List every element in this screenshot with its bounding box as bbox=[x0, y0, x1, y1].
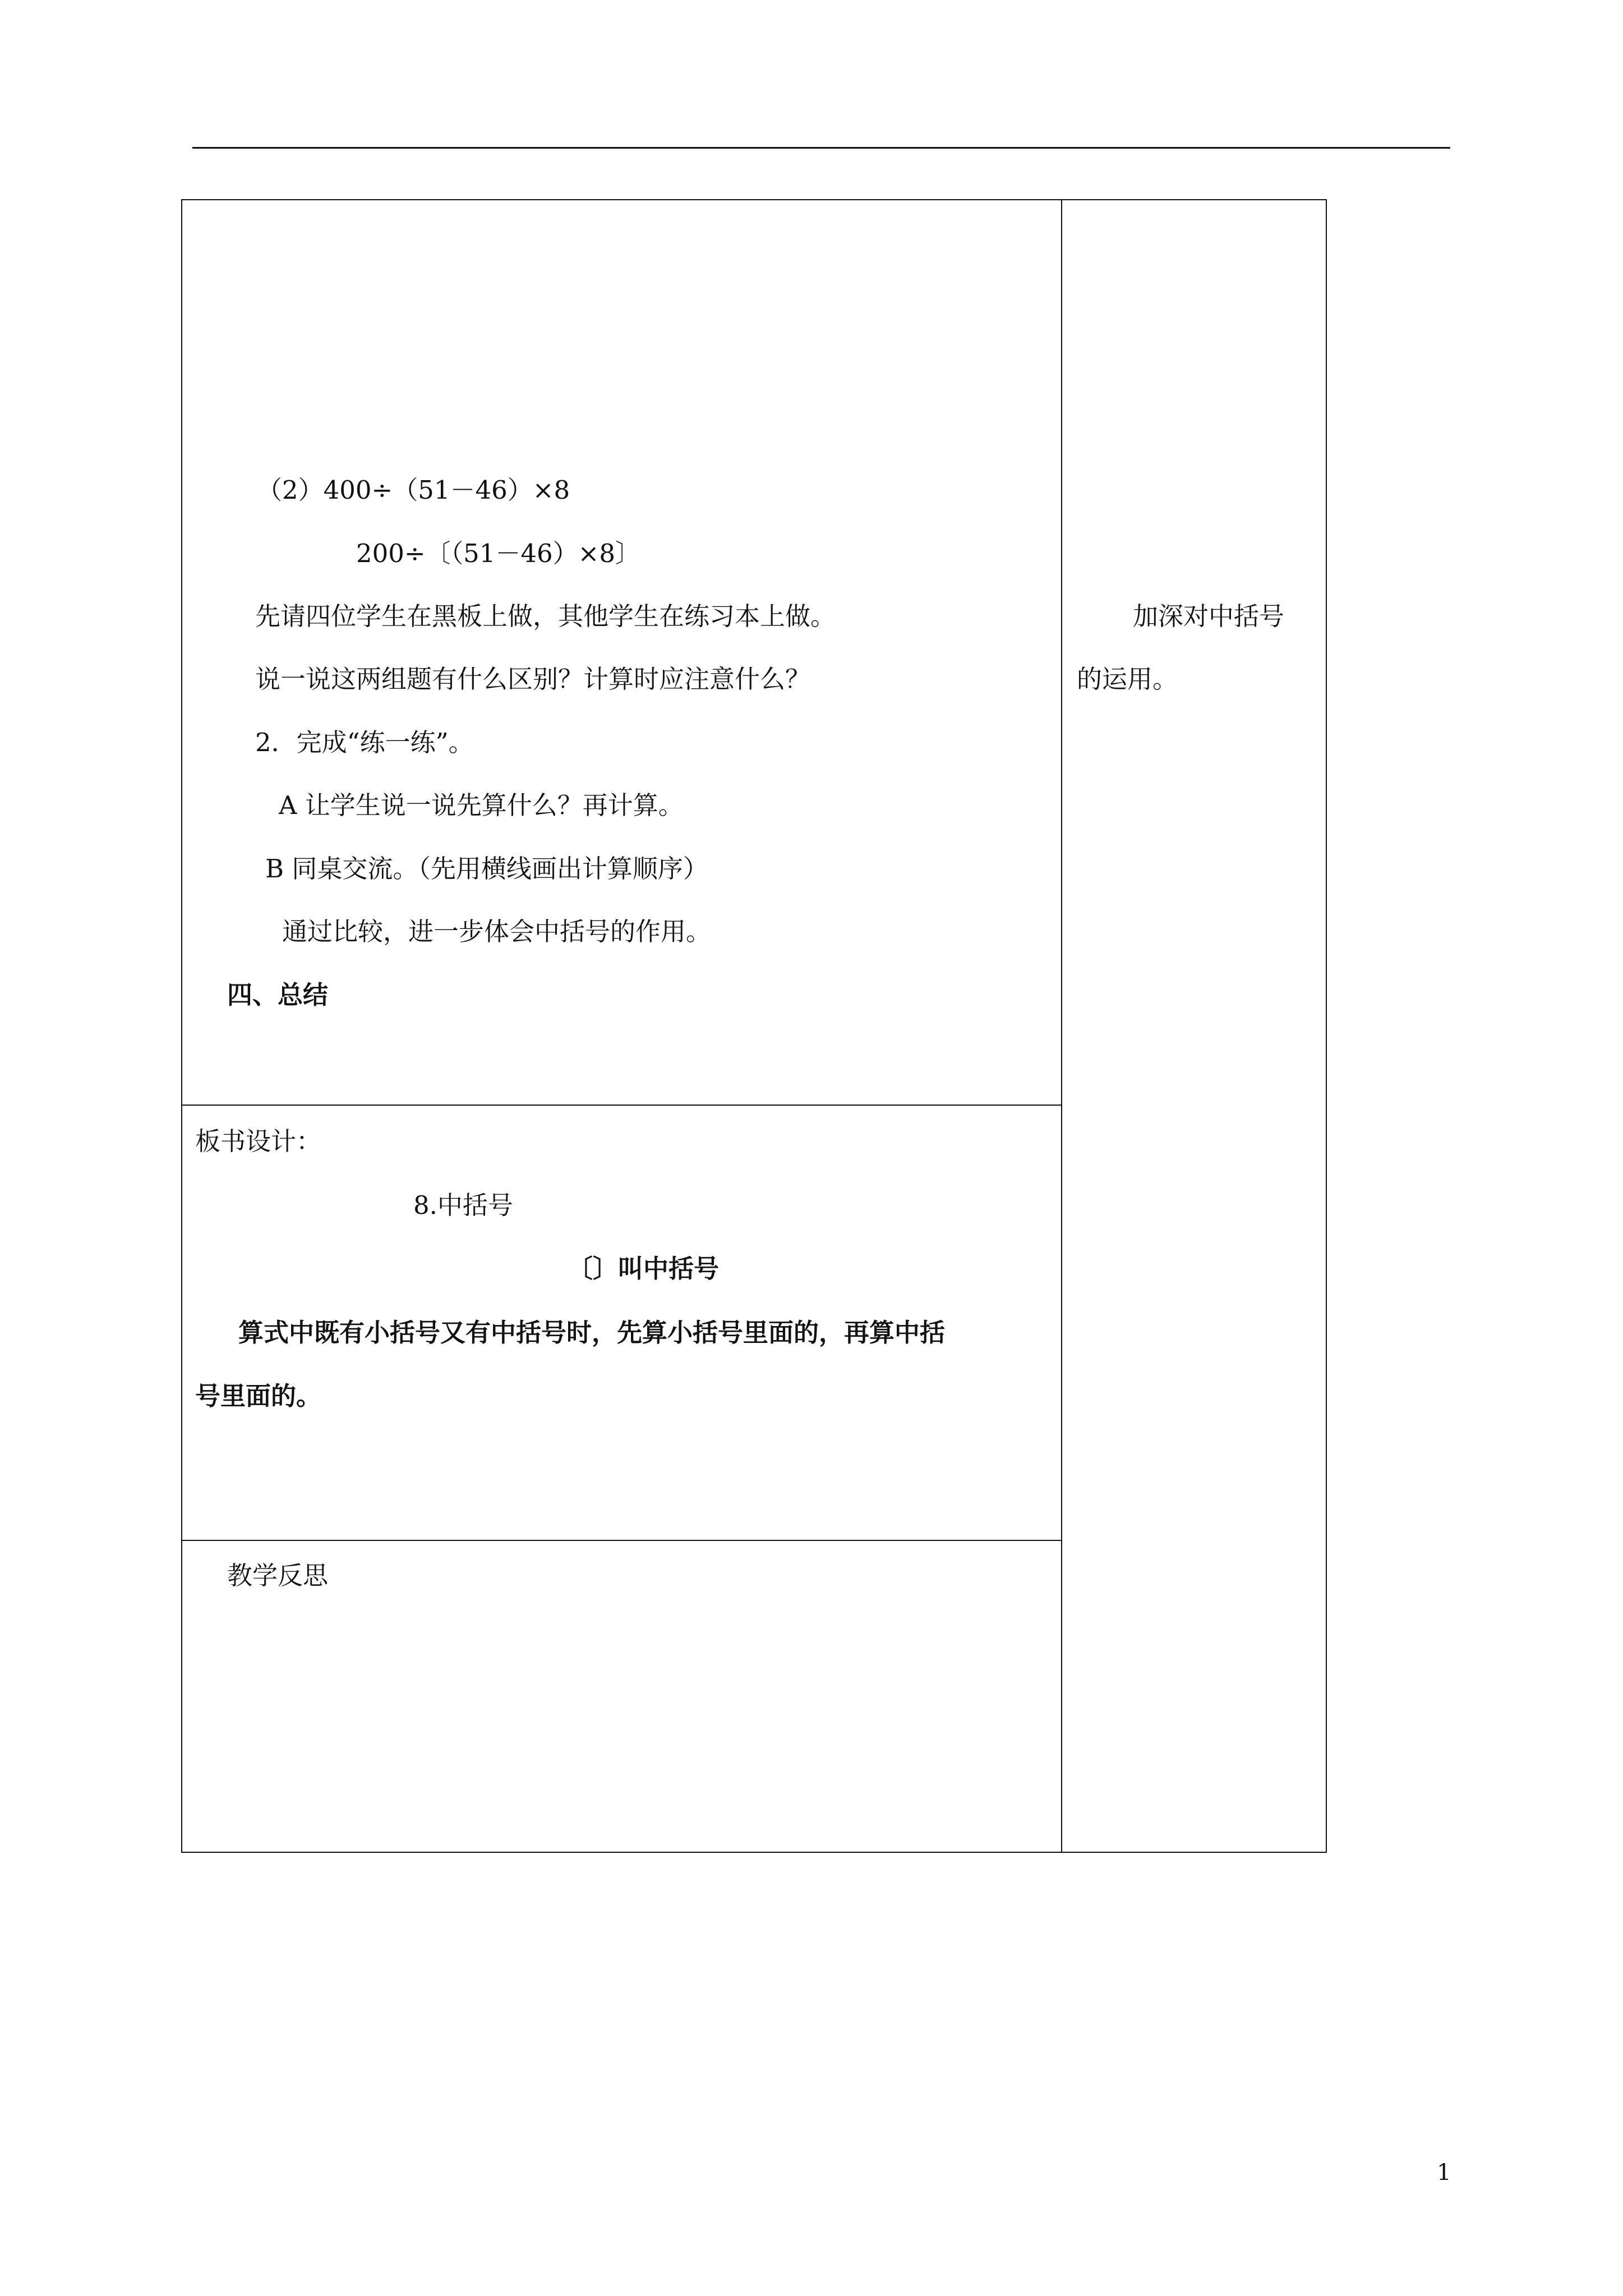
page-number: 1 bbox=[1437, 2160, 1451, 2185]
task-step-b: B 同桌交流。（先用横线画出计算顺序） bbox=[265, 854, 708, 884]
reflection-label: 教学反思 bbox=[227, 1561, 329, 1590]
instruction-line-2: 说一说这两组题有什么区别？计算时应注意什么？ bbox=[255, 664, 811, 694]
row-divider-board bbox=[182, 1105, 1061, 1106]
comparison-note: 通过比较，进一步体会中括号的作用。 bbox=[282, 917, 712, 946]
side-note-line-2: 的运用。 bbox=[1077, 664, 1178, 694]
bracket-definition: 〔〕叫中括号 bbox=[568, 1254, 720, 1283]
instruction-line-1: 先请四位学生在黑板上做，其他学生在练习本上做。 bbox=[255, 601, 836, 631]
lesson-plan-table bbox=[181, 199, 1327, 1853]
rule-line-2: 号里面的。 bbox=[195, 1381, 322, 1411]
board-title: 8.中括号 bbox=[413, 1190, 513, 1220]
column-divider bbox=[1061, 199, 1062, 1853]
row-divider-reflection bbox=[182, 1540, 1061, 1541]
board-design-label: 板书设计： bbox=[195, 1126, 322, 1156]
header-rule bbox=[192, 147, 1450, 149]
task-heading: 2．完成“练一练”。 bbox=[255, 728, 474, 757]
task-step-a: A 让学生说一说先算什么？再计算。 bbox=[279, 790, 684, 820]
side-note-line-1: 加深对中括号 bbox=[1133, 601, 1285, 631]
exercise-line-1: （2）400÷（51－46）×8 bbox=[257, 475, 570, 505]
section-summary-heading: 四、总结 bbox=[227, 980, 329, 1010]
exercise-line-2: 200÷〔（51－46）×8〕 bbox=[356, 539, 640, 568]
rule-line-1: 算式中既有小括号又有中括号时，先算小括号里面的，再算中括 bbox=[238, 1318, 946, 1347]
